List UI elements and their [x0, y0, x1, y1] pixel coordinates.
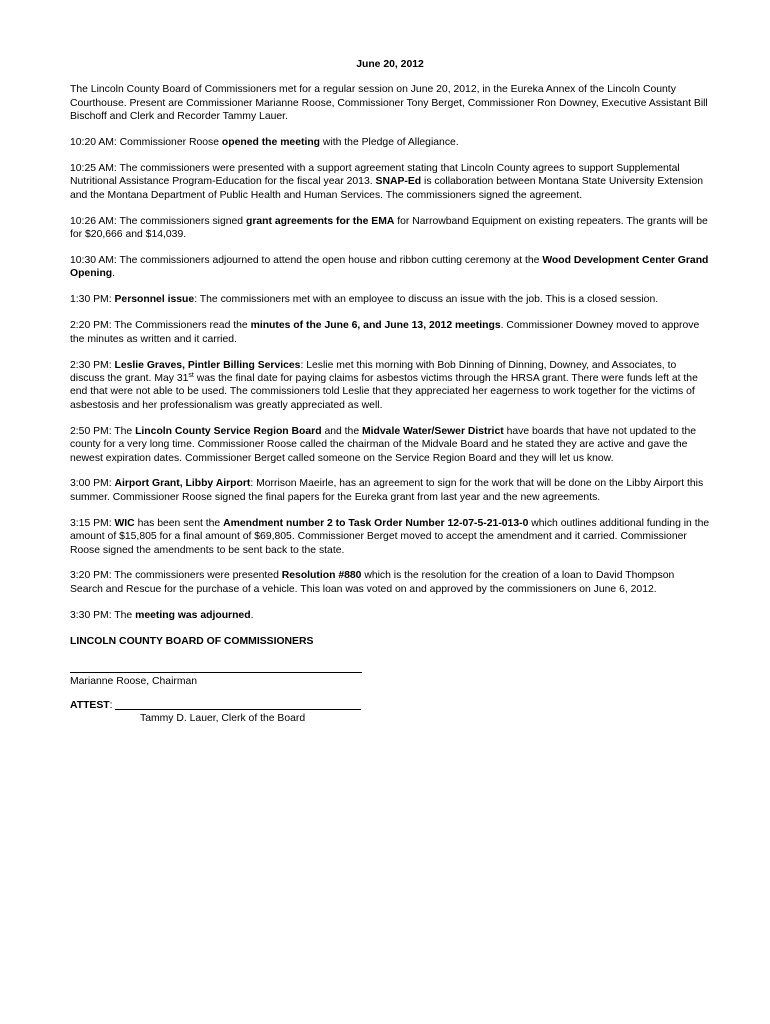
entry-text: 3:00 PM:: [70, 478, 115, 490]
entry-bold: minutes of the June 6, and June 13, 2012 meetings: [250, 320, 501, 332]
entry-text: .: [112, 268, 116, 280]
chairman-name: Marianne Roose, Chairman: [70, 676, 198, 688]
entry-text: . Commissioner Downey moved to approve the minutes as written and it carried.: [70, 320, 700, 345]
entry-bold: Midvale Water/Sewer District: [362, 425, 504, 437]
entry-text: which is the resolution for the creation of a loan to David Thompson Search and Rescue for the purchase of a vehicle. This loan was voted on and approved by the commissioners on June 6, 2012.: [70, 570, 675, 595]
entry-text: : Morrison Maeirle, has an agreement to sign for the work that will be done on the Libby Airport this summer. Commissioner Roose signed the final papers for the Eureka grant from last year and the new agreements.: [70, 478, 704, 503]
board-name-heading: LINCOLN COUNTY BOARD OF COMMISSIONERS: [70, 635, 314, 647]
entry-text: : Leslie met this morning with Bob Dinning of Dinning, Downey, and Associates, to discuss the grant. May 31: [70, 359, 677, 384]
clerk-name: Tammy D. Lauer, Clerk of the Board: [140, 712, 306, 724]
entry-bold: WIC: [114, 517, 135, 529]
document-date: June 20, 2012: [356, 59, 424, 70]
entry-text: 10:20 AM: Commissioner Roose: [70, 137, 222, 149]
entry-text: for Narrowband Equipment on existing repeaters. The grants will be for $20,666 and $14,039.: [70, 215, 708, 241]
attest-colon: :: [109, 699, 113, 711]
entry-text: .: [250, 609, 254, 621]
entry-paragraph: [70, 136, 710, 149]
attest-row: [70, 699, 710, 712]
entry-bold: Personnel issue: [114, 294, 195, 306]
entry-bold: SNAP-Ed: [375, 176, 422, 188]
entry-text: 3:30 PM: The: [70, 609, 136, 621]
entry-bold: Airport Grant, Libby Airport: [114, 478, 251, 490]
attest-signature-line: [115, 709, 361, 710]
entry-bold: Wood Development Center Grand Opening: [70, 255, 709, 280]
entry-paragraph: [70, 319, 710, 346]
chairman-signature-line: [70, 672, 362, 673]
entry-text: is collaboration between Montana State University Extension and the Montana Department of Public Health and Human Services. The commissioners signed the agreement.: [70, 176, 703, 201]
entry-text: was the final date for paying claims for asbestos victims through the HRSA grant. There were funds left at the end that were not able to be used. The commissioners told Leslie that they appreciated her eagerness to work together for the victims of asbestosis and her professionalism was greatly appreciated as well.: [70, 373, 698, 411]
superscript: st: [188, 372, 194, 379]
graves-entry: [70, 359, 710, 413]
entry-text: 3:15 PM:: [70, 517, 115, 529]
entry-text: 2:30 PM:: [70, 359, 115, 371]
entry-paragraph: [70, 293, 710, 306]
entry-bold: meeting was adjourned: [135, 609, 251, 621]
entry-text: 2:50 PM: The: [70, 425, 136, 437]
entry-paragraph: [70, 162, 710, 202]
entry-bold: Leslie Graves, Pintler Billing Services: [114, 359, 301, 371]
wic-entry: [70, 517, 710, 557]
entry-bold: opened the meeting: [221, 137, 321, 149]
minutes-document: [70, 58, 710, 725]
entry-text: has been sent the: [134, 517, 224, 529]
entry-text: 10:25 AM: The commissioners were presented with a support agreement stating that Lincoln County agrees to support Supplemental Nutritional Assistance Program-Education for the fiscal year 2013.: [70, 163, 680, 188]
entry-bold: grant agreements for the EMA: [245, 215, 395, 227]
entry-paragraph: [70, 569, 710, 596]
region-board-entry: [70, 425, 710, 465]
entry-bold: Amendment number 2 to Task Order Number 12-07-5-21-013-0: [223, 517, 529, 529]
entry-bold: Resolution #880: [281, 570, 362, 582]
entry-text: which outlines additional funding in the amount of $15,805 for a final amount of $69,805. Commissioner Berget moved to accept the amendment and it carried. Commissioner Roose signed the amendments to be sent back to the state.: [70, 517, 710, 556]
entry-paragraph: [70, 609, 710, 622]
entries-block-1: [70, 136, 710, 346]
entry-text: and the: [321, 425, 363, 437]
entry-text: 2:20 PM: The Commissioners read the: [70, 320, 251, 332]
entry-text: have boards that have not updated to the county for a very long time. Commissioner Roose called the chairman of the Midvale Board and he stated they are active and gave the newest expiration dates. Commissioner Berget called someone on the Service Region Board and they will let us know.: [70, 425, 697, 464]
entry-paragraph: [70, 477, 710, 504]
intro-paragraph: The Lincoln County Board of Commissioners met for a regular session on June 20, 2012, in the Eureka Annex of the Lincoln County Courthouse. Present are Commissioner Marianne Roose, Commissioner Tony Berget, Commissioner Ron Downey, Executive Assistant Bill Bischoff and Clerk and Recorder Tammy Lauer.: [70, 84, 708, 123]
entry-text: 10:26 AM: The commissioners signed: [70, 215, 246, 227]
entry-text: 1:30 PM:: [70, 294, 115, 306]
entry-text: 10:30 AM: The commissioners adjourned to attend the open house and ribbon cutting ceremony at the: [70, 255, 543, 267]
entry-paragraph: [70, 215, 710, 242]
entry-text: with the Pledge of Allegiance.: [320, 137, 459, 149]
entry-bold: Lincoln County Service Region Board: [135, 425, 322, 437]
entry-paragraph: [70, 254, 710, 281]
attest-label: ATTEST: [70, 699, 110, 711]
entry-text: : The commissioners met with an employee to discuss an issue with the job. This is a closed session.: [194, 294, 659, 306]
entry-text: 3:20 PM: The commissioners were presented: [70, 570, 282, 582]
